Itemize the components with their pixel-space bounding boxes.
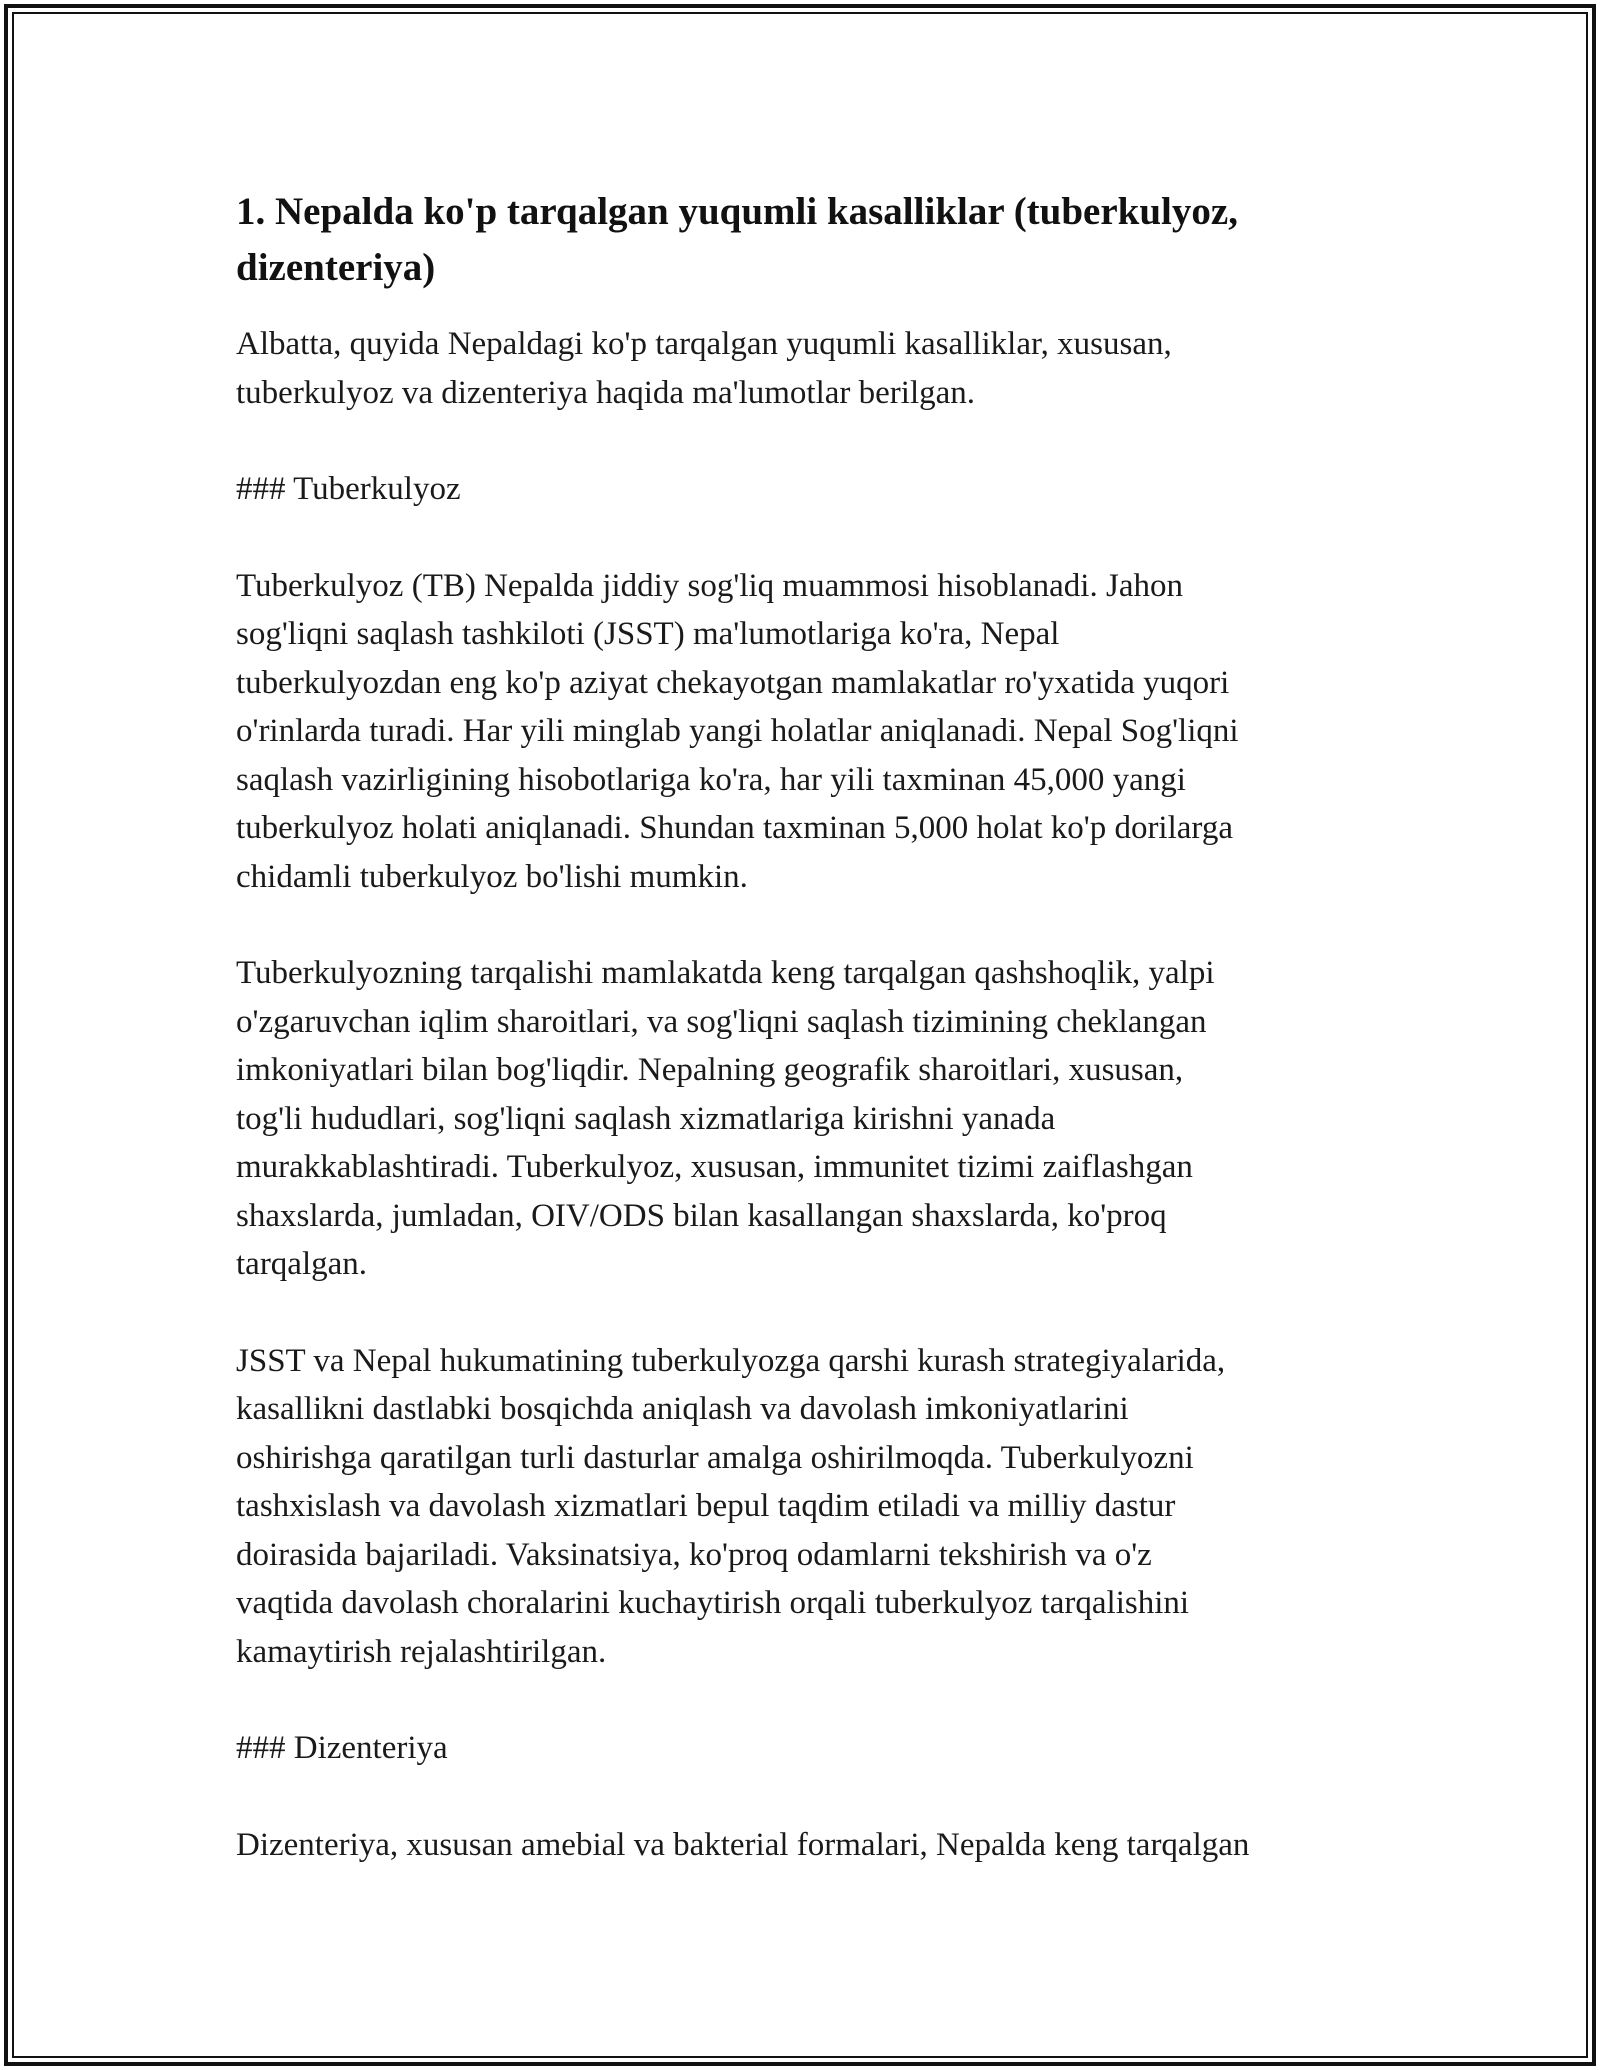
document-title: 1. Nepalda ko'p tarqalgan yuqumli kasalliklar (tuberkulyoz, dizenteriya) — [236, 190, 1238, 289]
intro-paragraph: Albatta, quyida Nepaldagi ko'p tarqalgan yuqumli kasalliklar, xususan, tuberkulyoz va dizenteriya haqida ma'lumotlar berilgan. — [236, 326, 1172, 411]
section-heading-dizenteriya: ### Dizenteriya — [236, 1730, 448, 1766]
dizenteriya-paragraph-1: Dizenteriya, xususan amebial va bakterial formalari, Nepalda keng tarqalgan — [236, 1826, 1250, 1863]
section-heading-tuberkulyoz: ### Tuberkulyoz — [236, 471, 461, 507]
tuberkulyoz-paragraph-2: Tuberkulyozning tarqalishi mamlakatda keng tarqalgan qashshoqlik, yalpi o'zgaruvchan iqlim sharoitlari, va sog'liqni saqlash tizimining cheklangan imkoniyatlari bilan bog'liqdir. Nepalning geografik sharoitlari, xususan, tog'li hududlari, sog'liqni saqlash xizmatlariga kirishni yanada murakkablashtiradi. Tuberkulyoz, xususan, immunitet tizimi zaiflashgan shaxslarda, jumladan, OIV/ODS bilan kasallangan shaxslarda, ko'proq tarqalgan. — [236, 955, 1215, 1282]
tuberkulyoz-paragraph-3: JSST va Nepal hukumatining tuberkulyozga qarshi kurash strategiyalarida, kasallikni dastlabki bosqichda aniqlash va davolash imkoniyatlarini oshirishga qaratilgan turli dasturlar amalga oshirilmoqda. Tuberkulyozni tashxislash va davolash xizmatlari bepul taqdim etiladi va milliy dastur doirasida bajariladi. Vaksinatsiya, ko'proq odamlarni tekshirish va o'z vaqtida davolash choralarini kuchaytirish orqali tuberkulyoz tarqalishini kamaytirish rejalashtirilgan. — [236, 1342, 1226, 1670]
document-body — [236, 184, 1386, 1917]
tuberkulyoz-paragraph-1: Tuberkulyoz (TB) Nepalda jiddiy sog'liq muammosi hisoblanadi. Jahon sog'liqni saqlash tashkiloti (JSST) ma'lumotlariga ko'ra, Nepal tuberkulyozdan eng ko'p aziyat chekayotgan mamlakatlar ro'yxatida yuqori o'rinlarda turadi. Har yili minglab yangi holatlar aniqlanadi. Nepal Sog'liqni saqlash vazirligining hisobotlariga ko'ra, har yili taxminan 45,000 yangi tuberkulyoz holati aniqlanadi. Shundan taxminan 5,000 holat ko'p dorilarga chidamli tuberkulyoz bo'lishi mumkin. — [236, 567, 1239, 895]
